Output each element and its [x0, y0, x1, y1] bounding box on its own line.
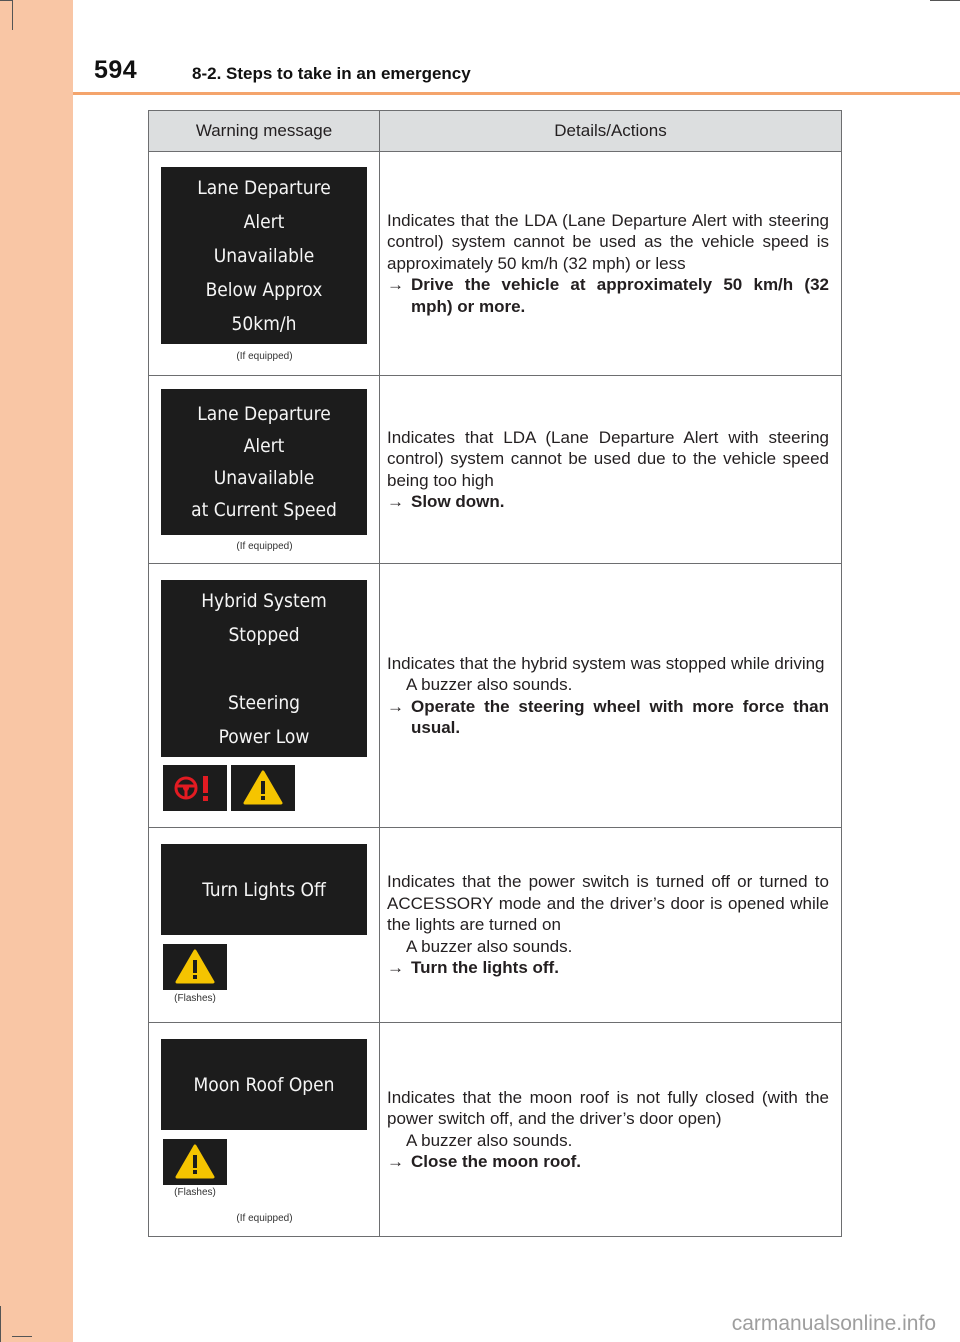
table-row [149, 152, 842, 376]
warning-message-cell [149, 152, 380, 376]
action-line [387, 274, 829, 317]
page-number: 594 [94, 56, 138, 84]
table-header-row [149, 111, 842, 152]
message-line: Unavailable [213, 244, 315, 267]
message-line: Steering [227, 691, 301, 714]
crop-mark [0, 0, 12, 1]
message-line: Power Low [218, 725, 310, 748]
action-line [387, 696, 829, 739]
if-equipped-note: (If equipped) [236, 351, 293, 362]
sub-note: A buzzer also sounds. [406, 936, 573, 956]
section-title: 8-2. Steps to take in an emergency [192, 64, 471, 83]
table-row [149, 376, 842, 564]
message-line: at Current Speed [191, 499, 337, 521]
details-text: Indicates that LDA (Lane Departure Alert with steering control) system cannot be used due to the vehicle speed being too high [387, 427, 829, 490]
header-rule [73, 92, 960, 95]
watermark: carmanualsonline.info [731, 1312, 936, 1335]
warning-message-cell [149, 828, 380, 1023]
table-row [149, 828, 842, 1023]
action-line [387, 957, 829, 979]
warning-triangle-icon [163, 944, 227, 990]
action-text: Operate the steering wheel with more force than usual. [411, 696, 829, 737]
message-line: Stopped [228, 623, 300, 646]
details-text: Indicates that the power switch is turned off or turned to ACCESSORY mode and the driver’s door is opened while the lights are turned on [387, 872, 829, 935]
action-line [387, 1151, 829, 1173]
if-equipped-note: (If equipped) [236, 1213, 293, 1224]
message-line: Lane Departure [197, 403, 331, 425]
warning-message-cell [149, 376, 380, 564]
crop-mark [12, 0, 13, 30]
display-screen [161, 389, 367, 535]
details-cell [380, 564, 842, 828]
display-screen [161, 844, 367, 935]
sub-note: A buzzer also sounds. [406, 1130, 573, 1150]
crop-mark [0, 1306, 1, 1342]
message-line: Below Approx [205, 278, 323, 301]
message-line: Hybrid System [201, 589, 327, 612]
action-line [387, 491, 829, 513]
sub-note: A buzzer also sounds. [406, 675, 573, 694]
table-row [149, 564, 842, 828]
display-screen [161, 1039, 367, 1130]
arrow-icon: → [387, 275, 404, 295]
message-line: Unavailable [213, 467, 315, 489]
warning-message-cell [149, 1023, 380, 1237]
arrow-icon: → [387, 696, 404, 716]
flashes-note: (Flashes) [174, 993, 216, 1004]
table-row [149, 1023, 842, 1237]
crop-mark [930, 0, 960, 1]
warning-triangle-icon [163, 1139, 227, 1185]
action-text: Slow down. [411, 492, 505, 511]
details-cell [380, 1023, 842, 1237]
if-equipped-note: (If equipped) [236, 541, 293, 552]
details-cell [380, 828, 842, 1023]
details-text: Indicates that the hybrid system was stopped while driving [387, 653, 825, 673]
warning-message-cell [149, 564, 380, 828]
side-color-band [0, 0, 73, 1342]
action-text: Drive the vehicle at approximately 50 km/h (32 mph) or more. [411, 275, 829, 316]
details-text: Indicates that the LDA (Lane Departure Alert with steering control) system cannot be used as the vehicle speed is approximately 50 km/h (32 mph) or less [387, 210, 829, 273]
warning-triangle-icon [231, 765, 295, 811]
crop-mark [12, 1336, 32, 1337]
message-line: Lane Departure [197, 176, 331, 199]
steering-warning-icon [163, 765, 227, 811]
details-cell [380, 152, 842, 376]
display-screen [161, 167, 367, 344]
flashes-note: (Flashes) [174, 1187, 216, 1198]
display-screen [161, 580, 367, 757]
message-line: Alert [243, 435, 285, 457]
arrow-icon: → [387, 958, 404, 978]
message-line: 50km/h [231, 312, 297, 335]
details-cell [380, 376, 842, 564]
message-line: Turn Lights Off [202, 878, 326, 901]
arrow-icon: → [387, 492, 404, 511]
message-line: Alert [243, 210, 285, 233]
message-line: Moon Roof Open [193, 1073, 335, 1096]
details-text: Indicates that the moon roof is not fully closed (with the power switch off, and the driver’s door open) [387, 1087, 829, 1128]
action-text: Turn the lights off. [411, 958, 559, 978]
message-spacer [161, 652, 367, 686]
column-header-warning-message: Warning message [149, 111, 380, 152]
column-header-details-actions: Details/Actions [380, 111, 842, 152]
action-text: Close the moon roof. [411, 1152, 581, 1171]
arrow-icon: → [387, 1152, 404, 1171]
warning-message-table [148, 110, 842, 1237]
